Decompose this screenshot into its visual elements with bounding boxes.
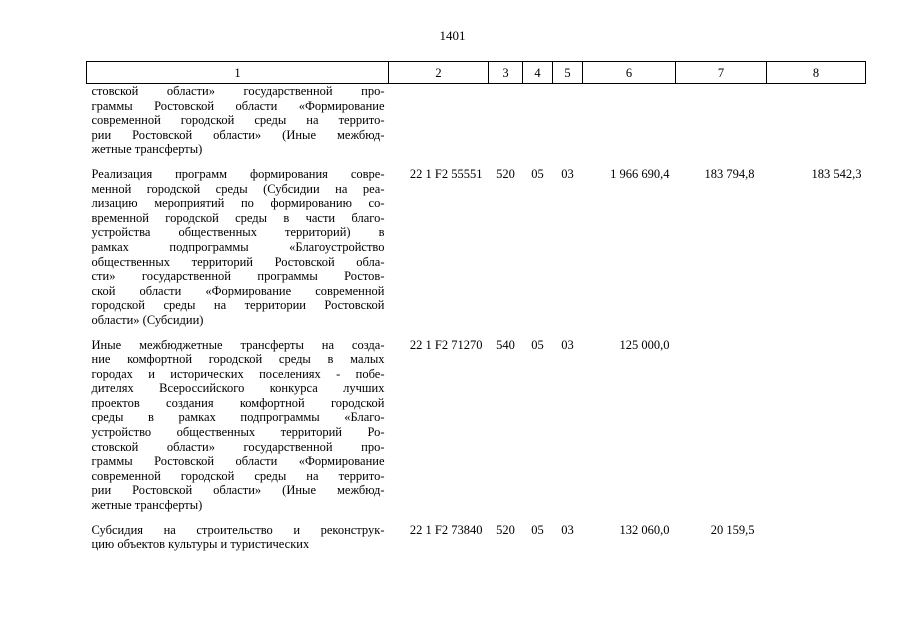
- row-amount-1: [583, 84, 676, 157]
- description-line: Иные межбюджетные трансферты на созда-: [91, 337, 385, 352]
- table-row: [87, 84, 866, 157]
- description-line: городах и исторических поселениях - побе-: [91, 366, 385, 381]
- column-header-1: 1: [87, 62, 389, 84]
- table-header-row: [87, 62, 866, 84]
- row-spacer-cell: [87, 328, 866, 338]
- description-line: рии Ростовской области» (Иные межбюд-: [91, 483, 385, 498]
- column-header-6: 6: [583, 62, 676, 84]
- column-header-2: 2: [389, 62, 489, 84]
- description-line: жетные трансферты): [91, 498, 203, 513]
- description-line: устройство общественных территорий Ро-: [91, 425, 385, 440]
- row-amount-2: 20 159,5: [710, 522, 755, 537]
- description-line: дителях Всероссийского конкурса лучших: [91, 381, 385, 396]
- description-line: менной городской среды (Субсидии на реа-: [91, 181, 385, 196]
- description-line: Реализация программ формирования совре-: [91, 166, 385, 181]
- row-code: 22 1 F2 71270: [409, 337, 483, 352]
- description-line: граммы Ростовской области «Формирование: [91, 454, 385, 469]
- description-line: стовской области» государственной про-: [91, 84, 385, 98]
- row-amount-1: 132 060,0: [619, 522, 670, 537]
- row-pr: [553, 84, 583, 157]
- description-line: рамках подпрограммы «Благоустройство: [91, 239, 385, 254]
- column-header-4: 4: [523, 62, 553, 84]
- row-vr: 520: [496, 522, 515, 537]
- row-amount-3: [767, 84, 866, 157]
- description-line: устройства общественных территорий) в: [91, 225, 385, 240]
- description-line: современной городской среды на террито-: [91, 113, 385, 128]
- description-line: сти» государственной программы Ростов-: [91, 269, 385, 284]
- description-line: рии Ростовской области» (Иные межбюд-: [91, 127, 385, 142]
- column-header-5: 5: [553, 62, 583, 84]
- table-row: [87, 338, 866, 513]
- description-line: жетные трансферты): [91, 142, 203, 157]
- row-description: [87, 167, 389, 328]
- description-line: современной городской среды на террито-: [91, 468, 385, 483]
- row-rz: 05: [531, 522, 544, 537]
- row-amount-2: 183 794,8: [704, 166, 755, 181]
- row-vr: [489, 84, 523, 157]
- row-spacer-cell: [87, 157, 866, 167]
- description-line: временной городской среды в части благо-: [91, 210, 385, 225]
- description-line: общественных территорий Ростовской обла-: [91, 254, 385, 269]
- row-amount-3: [767, 338, 866, 513]
- row-pr: 03: [561, 166, 574, 181]
- row-spacer: [87, 513, 866, 523]
- description-line: Субсидия на строительство и реконструк-: [91, 522, 385, 537]
- table-row: [87, 523, 866, 552]
- description-line: среды в рамках подпрограммы «Благо-: [91, 410, 385, 425]
- table-row: [87, 167, 866, 328]
- row-vr: 520: [496, 166, 515, 181]
- row-amount-2: [676, 338, 767, 513]
- table-body: [87, 84, 866, 552]
- row-rz: [523, 84, 553, 157]
- row-rz: 05: [531, 166, 544, 181]
- row-amount-2: [676, 84, 767, 157]
- description-line: лизацию мероприятий по формированию со-: [91, 196, 385, 211]
- row-code: [389, 84, 489, 157]
- column-header-8: 8: [767, 62, 866, 84]
- row-code: 22 1 F2 55551: [409, 166, 483, 181]
- description-line: проектов создания комфортной городской: [91, 395, 385, 410]
- description-line: граммы Ростовской области «Формирование: [91, 98, 385, 113]
- description-line: ской области «Формирование современной: [91, 283, 385, 298]
- budget-table: [86, 61, 866, 552]
- row-pr: 03: [561, 337, 574, 352]
- description-line: области» (Субсидии): [91, 312, 204, 327]
- row-pr: 03: [561, 522, 574, 537]
- row-amount-3: 183 542,3: [811, 166, 862, 181]
- description-line: стовской области» государственной про-: [91, 439, 385, 454]
- description-line: цию объектов культуры и туристических: [91, 537, 310, 552]
- row-description: [87, 523, 389, 552]
- row-spacer: [87, 328, 866, 338]
- column-header-7: 7: [676, 62, 767, 84]
- row-amount-1: 1 966 690,4: [610, 166, 670, 181]
- description-line: городской среды на территории Ростовской: [91, 298, 385, 313]
- row-amount-3: [767, 523, 866, 552]
- description-line: ние комфортной городской среды в малых: [91, 352, 385, 367]
- row-description: [87, 84, 389, 157]
- row-vr: 540: [496, 337, 515, 352]
- row-spacer: [87, 157, 866, 167]
- row-spacer-cell: [87, 513, 866, 523]
- column-header-3: 3: [489, 62, 523, 84]
- page-number: 1401: [439, 28, 466, 43]
- row-code: 22 1 F2 73840: [409, 522, 483, 537]
- row-amount-1: 125 000,0: [619, 337, 670, 352]
- row-rz: 05: [531, 337, 544, 352]
- row-description: [87, 338, 389, 513]
